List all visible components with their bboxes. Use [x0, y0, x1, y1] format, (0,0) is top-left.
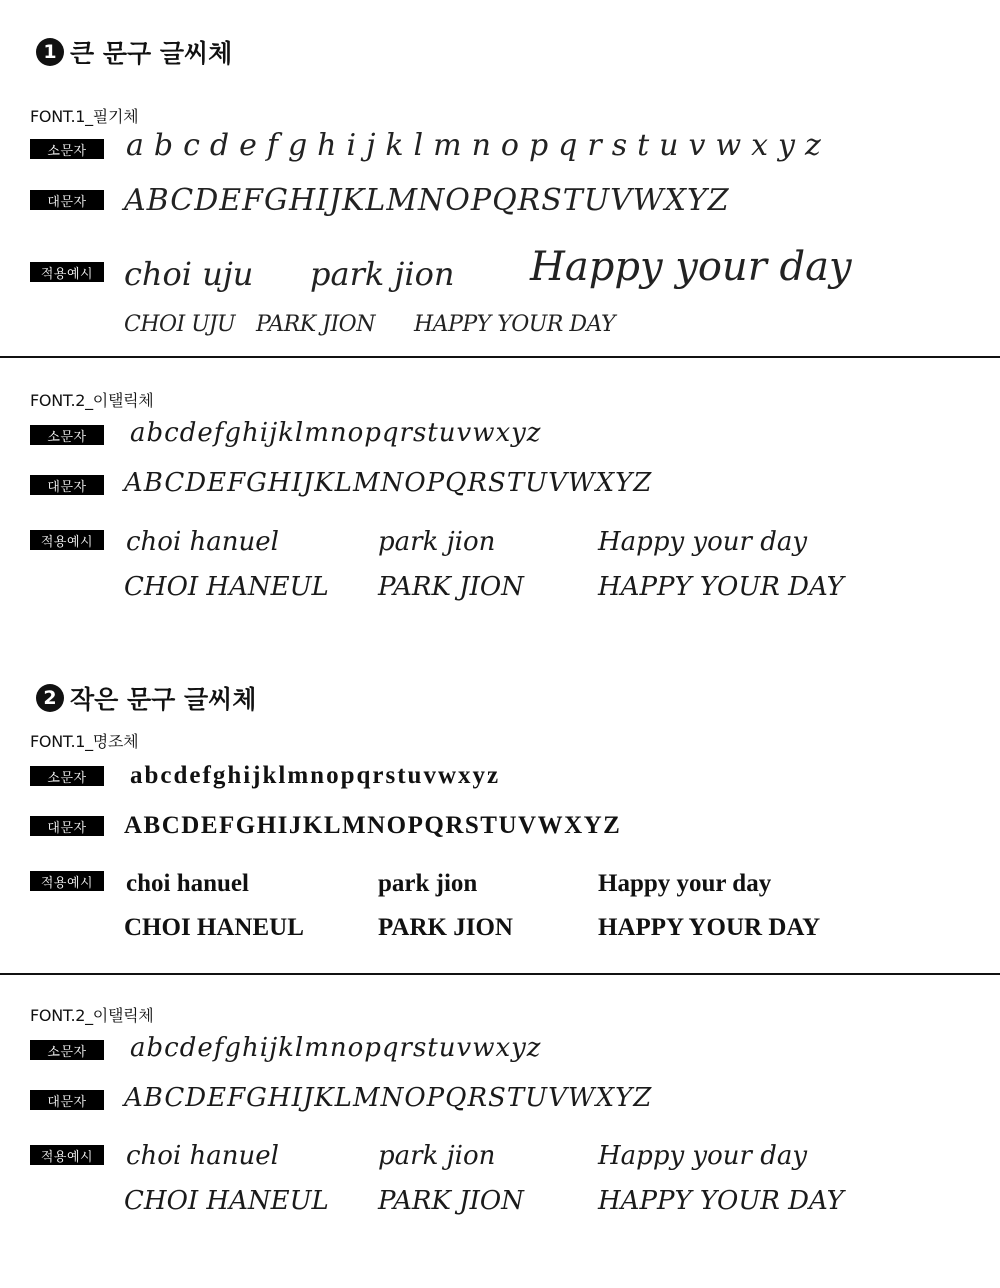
uppercase-tag: 대문자 [30, 1090, 104, 1110]
example-tag: 적용예시 [30, 1145, 104, 1165]
example-tag: 적용예시 [30, 871, 104, 891]
section-divider [0, 973, 1000, 975]
uppercase-tag: 대문자 [30, 816, 104, 836]
uppercase-sample: ABCDEFGHIJKLMNOPQRSTUVWXYZ [124, 1083, 653, 1113]
example-name-1: choi hanuel [126, 870, 249, 897]
example-name-2: park jion [378, 1141, 496, 1171]
example-name-1: choi hanuel [126, 527, 279, 557]
example-phrase: Happy your day [598, 1141, 808, 1171]
lowercase-tag: 소문자 [30, 425, 104, 445]
example-name-2-caps: PARK JION [378, 572, 524, 602]
lowercase-tag: 소문자 [30, 1040, 104, 1060]
example-tag: 적용예시 [30, 262, 104, 282]
example-phrase: Happy your day [530, 244, 852, 290]
example-name-2-caps: PARK JION [378, 914, 513, 941]
example-phrase-caps: HAPPY YOUR DAY [598, 914, 821, 941]
number-2-badge: 2 [36, 684, 64, 712]
example-name-1: choi uju [124, 255, 254, 293]
lowercase-tag: 소문자 [30, 766, 104, 786]
lowercase-sample: abcdefghijklmnopqrstuvwxyz [126, 128, 831, 163]
font-name: FONT.1_필기체 [30, 107, 139, 126]
example-phrase-caps: HAPPY YOUR DAY [598, 572, 844, 602]
example-name-2: park jion [378, 527, 496, 557]
example-name-2: park jion [378, 870, 478, 897]
uppercase-tag: 대문자 [30, 190, 104, 210]
example-phrase-caps: HAPPY YOUR DAY [598, 1186, 844, 1216]
uppercase-tag: 대문자 [30, 475, 104, 495]
example-name-1: choi hanuel [126, 1141, 279, 1171]
uppercase-sample: ABCDEFGHIJKLMNOPQRSTUVWXYZ [124, 468, 653, 498]
example-name-1-caps: CHOI HANEUL [124, 914, 304, 941]
section-2-title: 작은 문구 글씨체 [70, 685, 257, 714]
example-phrase: Happy your day [598, 870, 772, 897]
example-tag: 적용예시 [30, 530, 104, 550]
lowercase-sample: abcdefghijklmnopqrstuvwxyz [130, 1033, 542, 1063]
section-2-heading [36, 680, 256, 716]
example-phrase-caps: HAPPY YOUR DAY [414, 312, 616, 337]
example-name-2: park jion [310, 255, 455, 293]
example-phrase: Happy your day [598, 527, 808, 557]
lowercase-tag: 소문자 [30, 139, 104, 159]
example-name-1-caps: CHOI HANEUL [124, 572, 329, 602]
example-name-1-caps: CHOI HANEUL [124, 1186, 329, 1216]
section-1-title: 큰 문구 글씨체 [70, 39, 233, 68]
example-name-2-caps: PARK JION [378, 1186, 524, 1216]
lowercase-sample: abcdefghijklmnopqrstuvwxyz [130, 418, 542, 448]
number-1-badge: 1 [36, 38, 64, 66]
section-1-heading [36, 34, 232, 70]
font-name: FONT.2_이탤릭체 [30, 391, 154, 410]
uppercase-sample: ABCDEFGHIJKLMNOPQRSTUVWXYZ [124, 812, 622, 839]
lowercase-sample: abcdefghijklmnopqrstuvwxyz [130, 762, 501, 789]
font-name: FONT.1_명조체 [30, 732, 139, 751]
uppercase-sample: ABCDEFGHIJKLMNOPQRSTUVWXYZ [124, 183, 730, 218]
example-name-1-caps: CHOI UJU [124, 312, 236, 337]
font-name: FONT.2_이탤릭체 [30, 1006, 154, 1025]
section-divider [0, 356, 1000, 358]
example-name-2-caps: PARK JION [256, 312, 375, 337]
